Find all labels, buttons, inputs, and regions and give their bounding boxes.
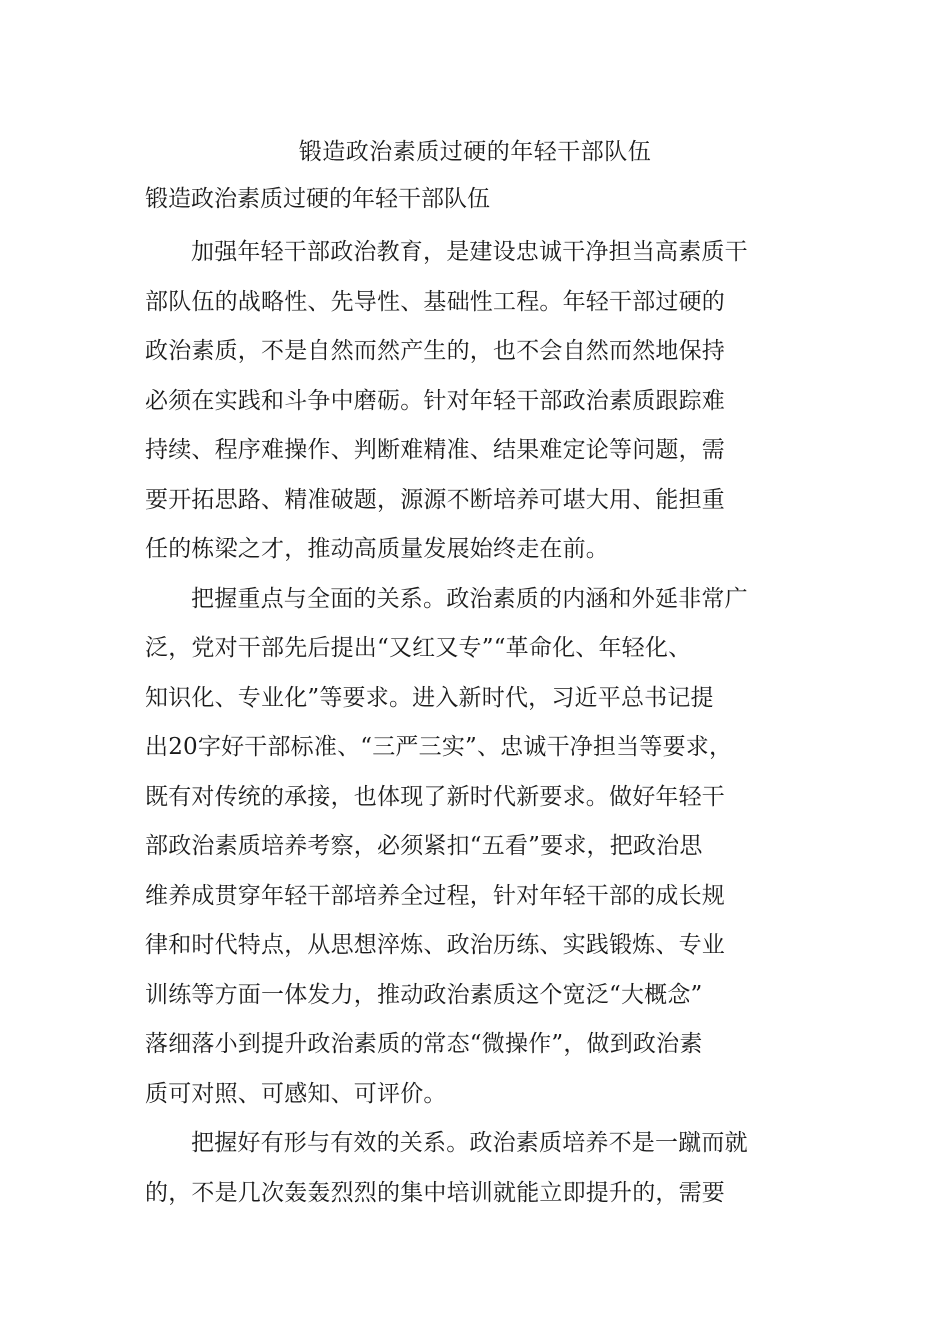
paragraph-line: 既有对传统的承接，也体现了新时代新要求。做好年轻干 [145, 783, 725, 810]
paragraph-line: 加强年轻干部政治教育，是建设忠诚干净担当高素质干 [191, 239, 748, 265]
document-body [145, 228, 815, 1218]
paragraph-line: 把握重点与全面的关系。政治素质的内涵和外延非常广 [191, 585, 748, 612]
paragraph-line: 持续、程序难操作、判断难精准、结果难定论等问题，需 [145, 437, 725, 463]
paragraph-line: 把握好有形与有效的关系。政治素质培养不是一蹴而就 [191, 1130, 748, 1156]
document-subtitle: 锻造政治素质过硬的年轻干部队伍 [145, 186, 490, 212]
paragraph-line: 要开拓思路、精准破题，源源不断培养可堪大用、能担重 [145, 486, 725, 513]
paragraph-line: 落细落小到提升政治素质的常态“微操作”，做到政治素 [145, 1031, 703, 1057]
paragraph-line: 政治素质，不是自然而然产生的，也不会自然而然地保持 [145, 338, 725, 364]
paragraph-1 [145, 228, 815, 575]
paragraph-line: 律和时代特点，从思想淬炼、政治历练、实践锻炼、专业 [145, 932, 725, 958]
paragraph-line: 出20字好干部标准、“三严三实”、忠诚干净担当等要求， [145, 734, 733, 760]
paragraph-2 [145, 575, 815, 1120]
paragraph-line: 部队伍的战略性、先导性、基础性工程。年轻干部过硬的 [145, 288, 725, 315]
paragraph-line: 必须在实践和斗争中磨砺。针对年轻干部政治素质跟踪难 [145, 387, 725, 414]
paragraph-line: 训练等方面一体发力，推动政治素质这个宽泛“大概念” [145, 981, 703, 1008]
document-title: 锻造政治素质过硬的年轻干部队伍 [298, 139, 652, 165]
paragraph-3 [145, 1119, 815, 1218]
paragraph-line: 任的栋梁之才，推动高质量发展始终走在前。 [145, 536, 609, 562]
paragraph-line: 维养成贯穿年轻干部培养全过程，针对年轻干部的成长规 [145, 882, 725, 909]
paragraph-line: 的，不是几次轰轰烈烈的集中培训就能立即提升的，需要 [145, 1179, 725, 1206]
paragraph-line: 质可对照、可感知、可评价。 [145, 1080, 447, 1107]
paragraph-line: 知识化、专业化”等要求。进入新时代，习近平总书记提 [145, 684, 714, 711]
paragraph-line: 部政治素质培养考察，必须紧扣“五看”要求，把政治思 [145, 833, 703, 859]
paragraph-line: 泛，党对干部先后提出“又红又专”“革命化、年轻化、 [145, 635, 692, 661]
